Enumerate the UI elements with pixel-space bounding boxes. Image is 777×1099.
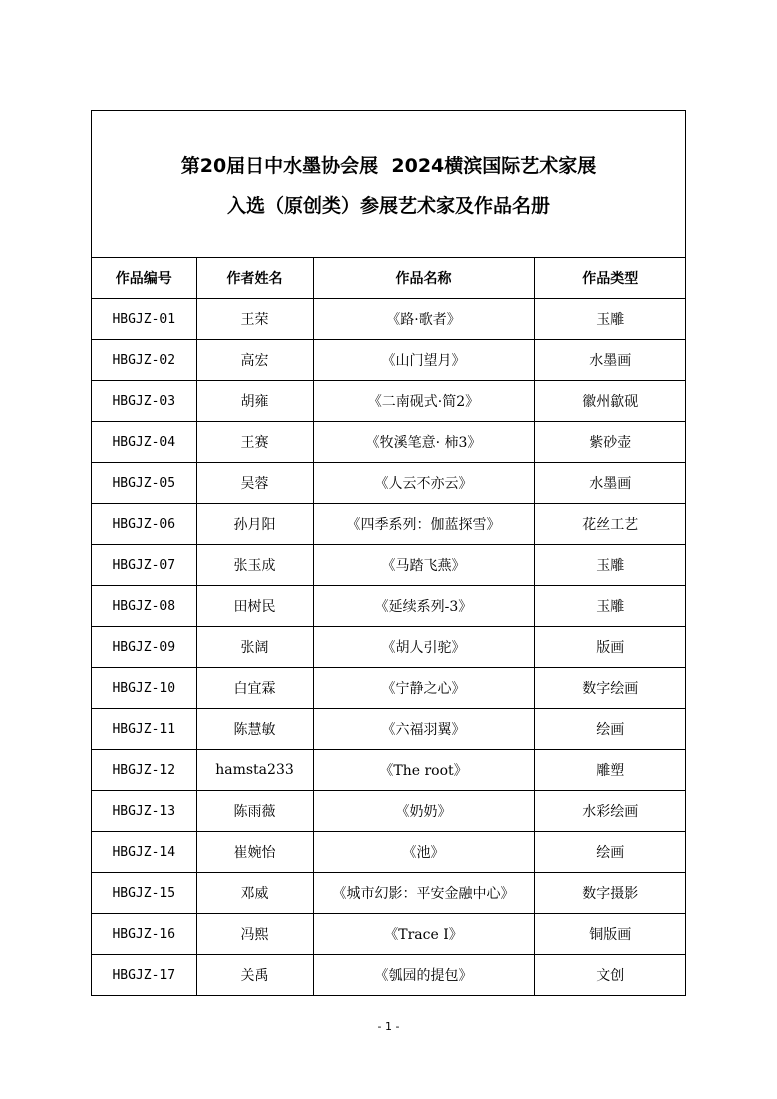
cell-artist-name: hamsta233 — [196, 750, 313, 791]
table-body — [92, 299, 686, 996]
cell-artwork-type: 铜版画 — [534, 914, 686, 955]
header-artwork-title: 作品名称 — [313, 258, 534, 299]
cell-artwork-type: 版画 — [534, 627, 686, 668]
cell-artwork-code: HBGJZ-15 — [92, 873, 196, 914]
table-row — [92, 873, 686, 914]
table-row — [92, 668, 686, 709]
cell-artist-name: 王荣 — [196, 299, 313, 340]
cell-artwork-title: 《池》 — [313, 832, 534, 873]
cell-artist-name: 陈雨薇 — [196, 791, 313, 832]
cell-artwork-code: HBGJZ-17 — [92, 955, 196, 996]
cell-artwork-code: HBGJZ-06 — [92, 504, 196, 545]
table-row — [92, 914, 686, 955]
cell-artwork-type: 紫砂壶 — [534, 422, 686, 463]
cell-artwork-type: 文创 — [596, 968, 625, 984]
cell-artwork-code: HBGJZ-08 — [92, 586, 196, 627]
cell-artwork-code: HBGJZ-10 — [92, 668, 196, 709]
table-row — [92, 422, 686, 463]
table-row — [92, 955, 686, 996]
table-row — [92, 832, 686, 873]
cell-artist-name: 孙月阳 — [196, 504, 313, 545]
cell-artwork-code: HBGJZ-01 — [92, 299, 196, 340]
header-artist-name: 作者姓名 — [196, 258, 313, 299]
cell-artwork-code: HBGJZ-13 — [92, 791, 196, 832]
cell-artwork-title: 《人云不亦云》 — [313, 463, 534, 504]
cell-artwork-code: HBGJZ-02 — [92, 340, 196, 381]
table-row — [92, 627, 686, 668]
title-line-2: 入选（原创类）参展艺术家及作品名册 — [226, 195, 550, 217]
header-artwork-code: 作品编号 — [92, 258, 196, 299]
cell-artwork-title: 《宁静之心》 — [313, 668, 534, 709]
cell-artwork-title: 《山门望月》 — [313, 340, 534, 381]
cell-artwork-code: HBGJZ-16 — [92, 914, 196, 955]
cell-artwork-type: 玉雕 — [534, 299, 686, 340]
cell-artwork-code: HBGJZ-05 — [92, 463, 196, 504]
cell-artwork-title: 《奶奶》 — [313, 791, 534, 832]
cell-artwork-type: 水墨画 — [534, 340, 686, 381]
cell-artist-name: 陈慧敏 — [196, 709, 313, 750]
cell-artist-name: 吴蓉 — [196, 463, 313, 504]
cell-artist-name: 张阔 — [196, 627, 313, 668]
cell-artwork-code: HBGJZ-11 — [92, 709, 196, 750]
title-line-1: 第20届日中水墨协会展 2024横滨国际艺术家展 — [180, 155, 597, 177]
cell-artwork-type: 玉雕 — [534, 545, 686, 586]
cell-artist-name: 崔婉怡 — [196, 832, 313, 873]
document-title — [92, 111, 685, 258]
table-row — [92, 504, 686, 545]
cell-artist-name: 高宏 — [196, 340, 313, 381]
cell-artwork-code: HBGJZ-03 — [92, 381, 196, 422]
cell-artwork-title: 《城市幻影：平安金融中心》 — [313, 873, 534, 914]
table-row — [92, 791, 686, 832]
roster-sheet — [91, 110, 686, 996]
cell-artwork-type: 水墨画 — [534, 463, 686, 504]
cell-artwork-code: HBGJZ-04 — [92, 422, 196, 463]
cell-artist-name: 张玉成 — [196, 545, 313, 586]
cell-artwork-type: 绘画 — [534, 832, 686, 873]
table-row — [92, 750, 686, 791]
cell-artwork-title: 《Trace I》 — [313, 914, 534, 955]
table-row — [92, 586, 686, 627]
cell-artist-name: 胡雍 — [196, 381, 313, 422]
table-row — [92, 340, 686, 381]
cell-artist-name: 冯熙 — [196, 914, 313, 955]
cell-artwork-code: HBGJZ-14 — [92, 832, 196, 873]
cell-artwork-code: HBGJZ-09 — [92, 627, 196, 668]
table-row — [92, 709, 686, 750]
table-row — [92, 545, 686, 586]
cell-artwork-type: 水彩绘画 — [534, 791, 686, 832]
cell-artwork-type: 雕塑 — [534, 750, 686, 791]
cell-artwork-type: 花丝工艺 — [534, 504, 686, 545]
cell-artwork-title: 《二南砚式·简2》 — [313, 381, 534, 422]
cell-artwork-type: 徽州歙砚 — [534, 381, 686, 422]
cell-artist-name: 田树民 — [196, 586, 313, 627]
cell-artist-name: 关禹 — [196, 955, 313, 996]
cell-artwork-code: HBGJZ-12 — [92, 750, 196, 791]
cell-artwork-title: 《四季系列：伽蓝探雪》 — [313, 504, 534, 545]
cell-artwork-title: 《瓠园的提包》 — [313, 955, 534, 996]
cell-artwork-title: 《The root》 — [313, 750, 534, 791]
cell-artwork-type: 绘画 — [534, 709, 686, 750]
cell-artwork-title: 《六福羽翼》 — [313, 709, 534, 750]
table-row — [92, 463, 686, 504]
cell-artwork-title: 《马踏飞燕》 — [313, 545, 534, 586]
cell-artwork-type: 玉雕 — [534, 586, 686, 627]
cell-artist-name: 白宜霖 — [196, 668, 313, 709]
cell-artwork-title: 《路·歌者》 — [313, 299, 534, 340]
cell-artist-name: 邓威 — [196, 873, 313, 914]
cell-artwork-title: 《胡人引驼》 — [313, 627, 534, 668]
cell-artwork-title: 《延续系列-3》 — [313, 586, 534, 627]
cell-artist-name: 王赛 — [196, 422, 313, 463]
table-header-row — [92, 258, 686, 299]
table-row — [92, 299, 686, 340]
cell-artwork-title: 《牧溪笔意· 柿3》 — [313, 422, 534, 463]
artwork-table — [92, 258, 686, 995]
header-artwork-type: 作品类型 — [534, 258, 686, 299]
page-number: - 1 - — [377, 1020, 400, 1033]
cell-artwork-type: 数字摄影 — [534, 873, 686, 914]
cell-artwork-type: 数字绘画 — [534, 668, 686, 709]
cell-artwork-code: HBGJZ-07 — [92, 545, 196, 586]
table-row — [92, 381, 686, 422]
